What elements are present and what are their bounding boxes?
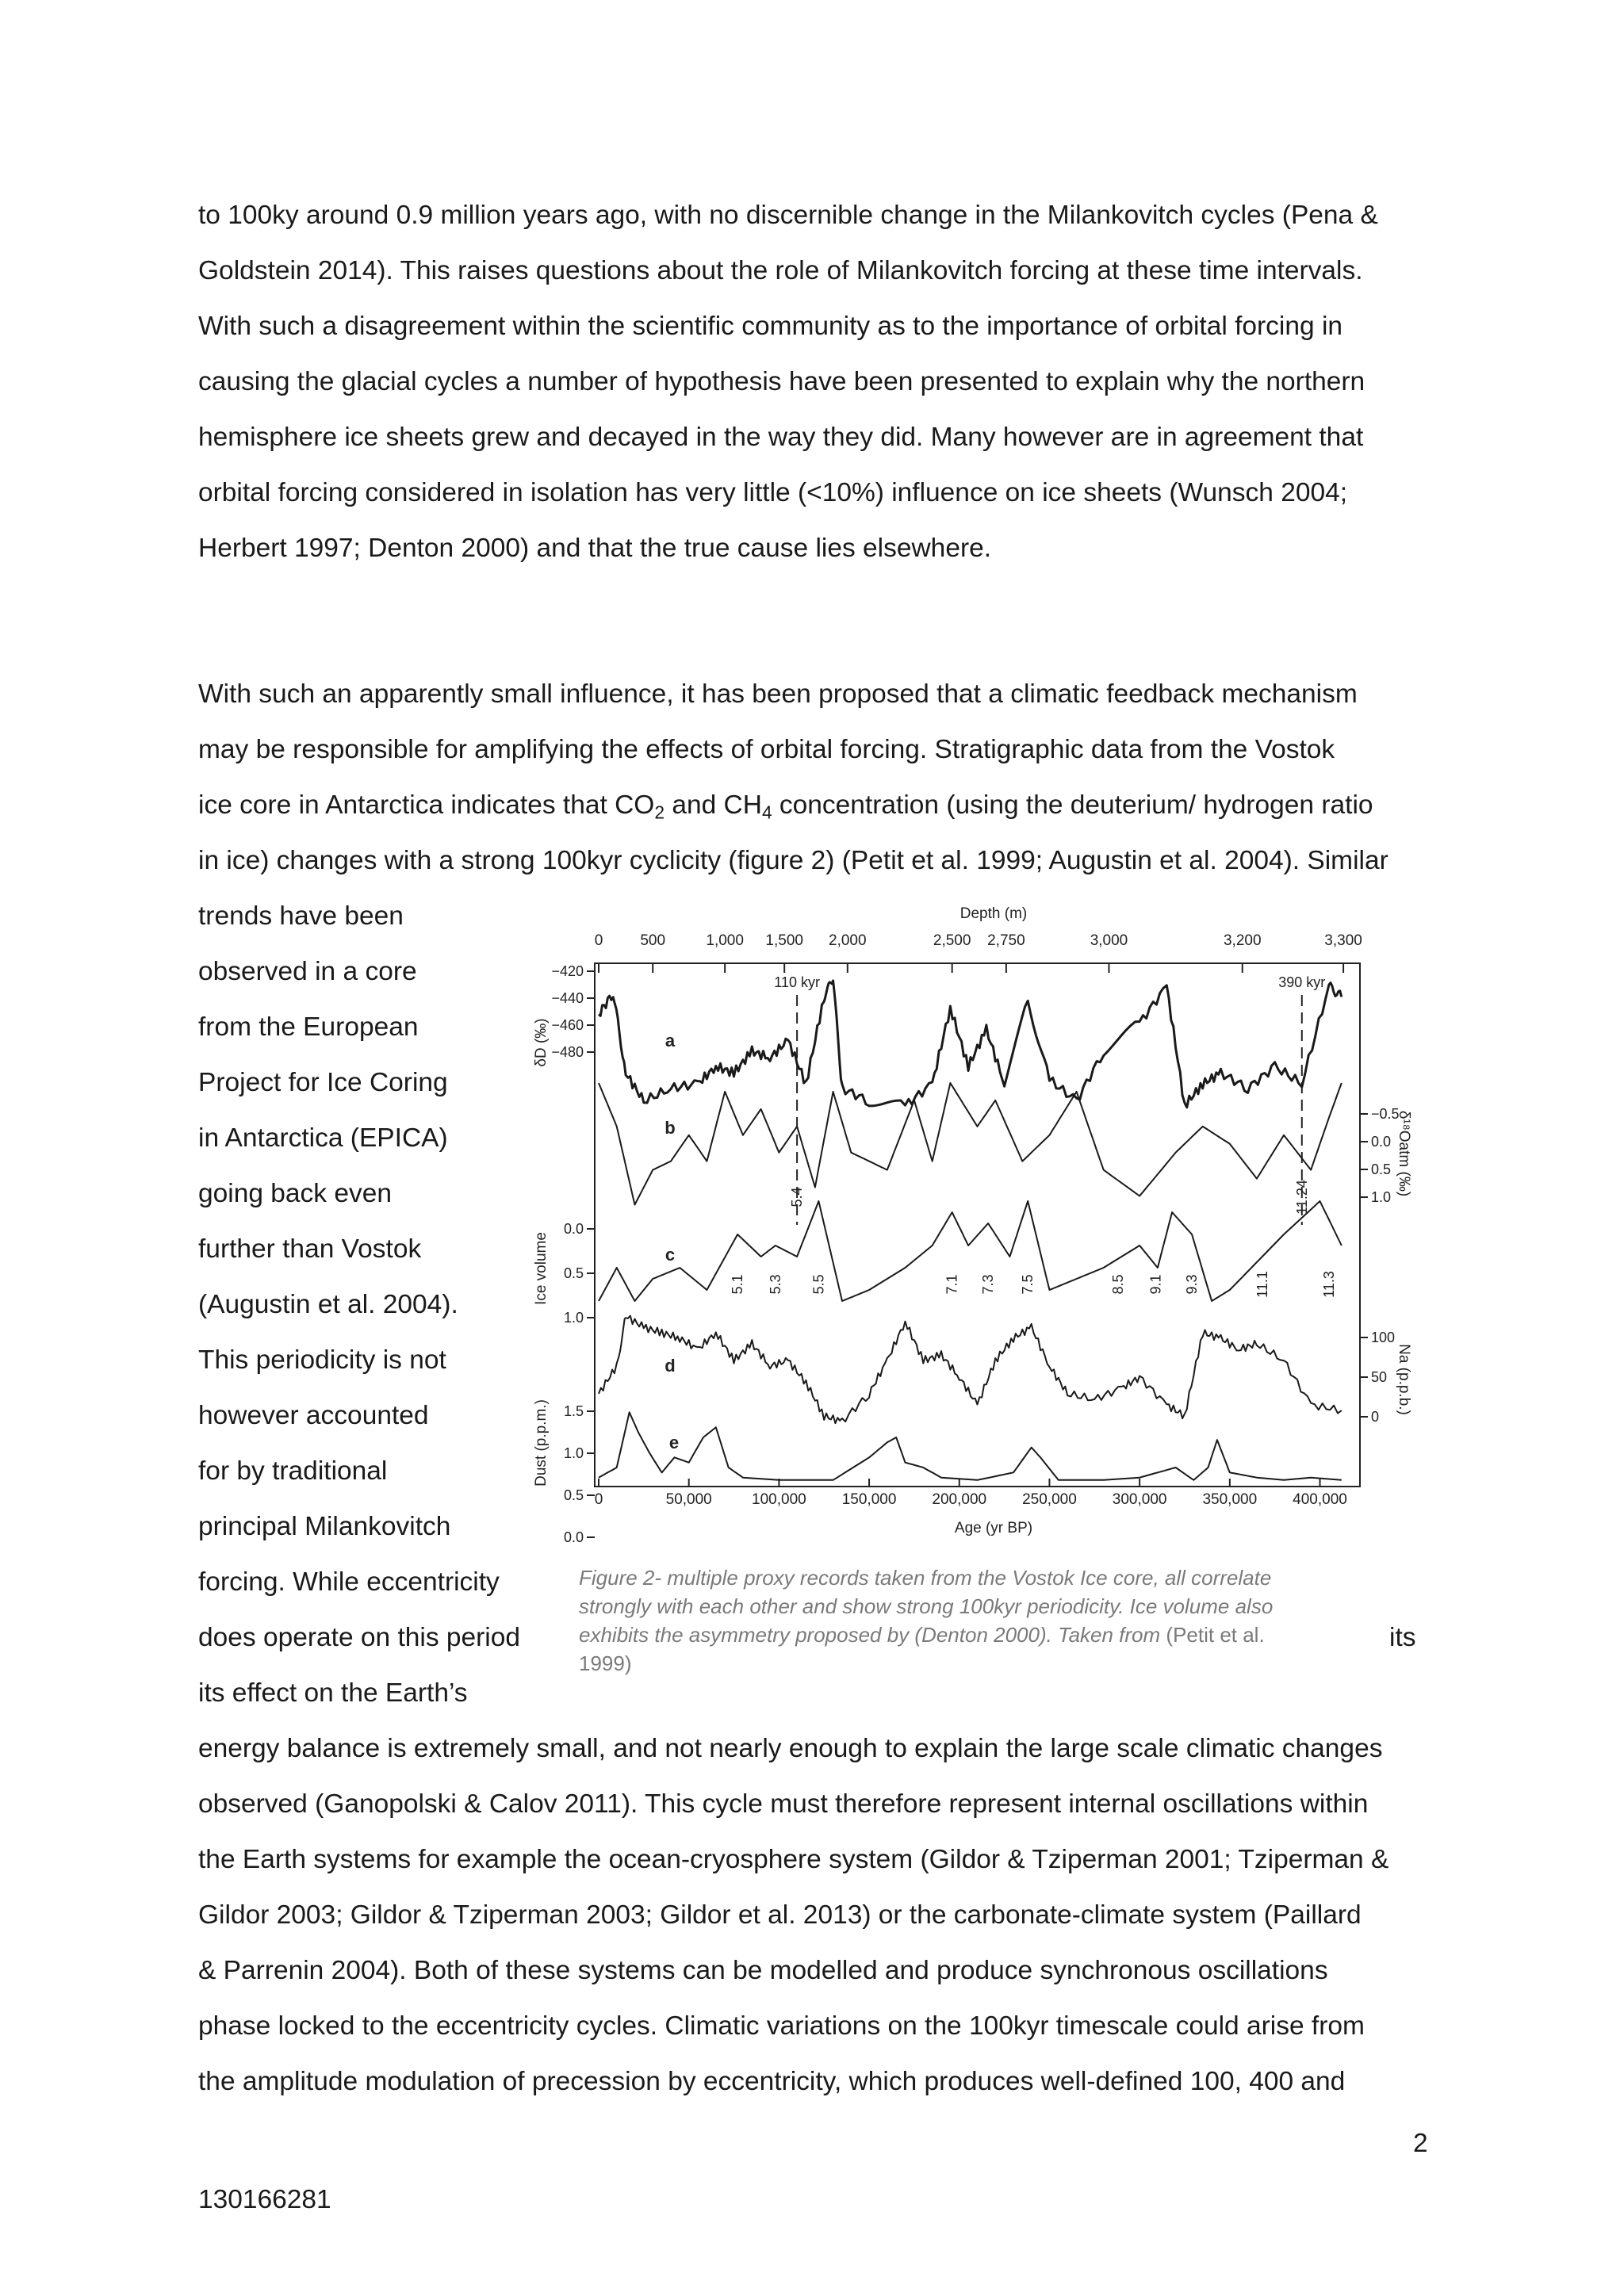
top-axis-tick-label: 0	[594, 932, 603, 949]
y-axis-title: δ¹⁸Oatm (‰)	[1396, 1110, 1412, 1197]
chart-labels	[533, 905, 1412, 1545]
series-b-label: b	[665, 1118, 676, 1138]
y-axis-tick-label: 0.0	[563, 1529, 584, 1545]
series-a-line	[599, 981, 1342, 1108]
text-line: its	[1389, 1623, 1416, 1652]
stage-label: 7.3	[980, 1274, 997, 1295]
series-d-label: d	[665, 1356, 676, 1376]
chart-series	[599, 981, 1342, 1480]
text-line: Goldstein 2014). This raises questions about the role of Milankovitch forcing at these time intervals.	[198, 256, 1363, 285]
text-line: in ice) changes with a strong 100kyr cyclicity (figure 2) (Petit et al. 1999; Augustin et al. 2004). Similar	[198, 846, 1388, 875]
text-line: orbital forcing considered in isolation has very little (<10%) influence on ice sheets (Wunsch 2004;	[198, 478, 1348, 507]
figure-2-chart	[523, 896, 1419, 1546]
text-line: in Antarctica (EPICA)	[198, 1123, 448, 1153]
stage-label: 7.1	[944, 1274, 960, 1295]
series-d-line	[599, 1316, 1342, 1424]
text-line: & Parrenin 2004). Both of these systems can be modelled and produce synchronous oscillations	[198, 1956, 1328, 1985]
text-line: This periodicity is not	[198, 1345, 446, 1375]
y-axis-tick-label: 50	[1371, 1369, 1388, 1385]
y-axis-title: Ice volume	[533, 1232, 550, 1305]
y-axis-tick-label: 0.5	[563, 1487, 584, 1503]
y-axis-tick-label: −460	[551, 1017, 584, 1033]
y-axis-tick-label: 1.5	[563, 1403, 584, 1419]
text-line: forcing. While eccentricity	[198, 1567, 500, 1597]
caption-reference: (Petit et al.	[1166, 1623, 1265, 1647]
y-axis-tick-label: 0.5	[1371, 1161, 1392, 1177]
vostok-proxy-chart	[523, 896, 1419, 1546]
text-line: from the European	[198, 1012, 419, 1042]
text-line: causing the glacial cycles a number of hypothesis have been presented to explain why the northern	[198, 367, 1365, 396]
top-axis-title: Depth (m)	[959, 905, 1028, 922]
top-axis-tick-label: 1,000	[706, 932, 744, 949]
text-line: (Augustin et al. 2004).	[198, 1290, 458, 1319]
text-line: further than Vostok	[198, 1234, 422, 1264]
caption-line: exhibits the asymmetry proposed by (Denton 2000). Taken from (Petit et al.	[579, 1623, 1265, 1647]
stage-label: 11.3	[1320, 1271, 1337, 1298]
marker-label: 390 kyr	[1278, 974, 1326, 990]
x-axis-tick-label: 350,000	[1202, 1491, 1258, 1508]
stage-label: 7.5	[1020, 1274, 1036, 1295]
text-line: phase locked to the eccentricity cycles. Climatic variations on the 100kyr timescale could arise from	[198, 2011, 1365, 2041]
top-axis-tick-label: 2,500	[933, 932, 971, 949]
y-axis-tick-label: 0.0	[1371, 1134, 1392, 1150]
stage-label: 5.4	[789, 1187, 806, 1207]
text-line: With such an apparently small influence, it has been proposed that a climatic feedback mechanism	[198, 679, 1358, 709]
x-axis-tick-label: 300,000	[1112, 1491, 1167, 1508]
stage-label: 8.5	[1109, 1274, 1126, 1295]
stage-label: 11.24	[1293, 1180, 1310, 1215]
text-line: Project for Ice Coring	[198, 1068, 448, 1097]
y-axis-tick-label: 1.0	[1371, 1189, 1392, 1205]
x-axis-tick-label: 250,000	[1022, 1491, 1077, 1508]
y-axis-tick-label: −480	[551, 1044, 584, 1060]
text-line: does operate on this period	[198, 1623, 521, 1652]
text-line: observed (Ganopolski & Calov 2011). This cycle must therefore represent internal oscillations within	[198, 1789, 1369, 1819]
y-axis-tick-label: −0.5	[1371, 1106, 1400, 1122]
x-axis-tick-label: 400,000	[1293, 1491, 1347, 1508]
text-line: Gildor 2003; Gildor & Tziperman 2003; Gildor et al. 2013) or the carbonate-climate system (Paillard	[198, 1900, 1362, 1930]
stage-label: 5.5	[810, 1274, 827, 1295]
y-axis-tick-label: 1.0	[563, 1445, 584, 1461]
top-axis-tick-label: 1,500	[765, 932, 803, 949]
text-line: observed in a core	[198, 957, 417, 986]
text-line: may be responsible for amplifying the effects of orbital forcing. Stratigraphic data from the Vostok	[198, 735, 1335, 764]
x-axis-tick-label: 0	[594, 1491, 603, 1508]
y-axis-tick-label: −440	[551, 990, 584, 1006]
y-axis-tick-label: −420	[551, 963, 584, 979]
series-e-label: e	[668, 1433, 680, 1452]
stage-label: 9.3	[1184, 1274, 1201, 1295]
series-e-line	[599, 1412, 1342, 1480]
top-axis-tick-label: 3,200	[1223, 932, 1262, 949]
stage-label: 9.1	[1147, 1274, 1164, 1295]
plot-border	[595, 963, 1360, 1487]
top-axis-tick-label: 500	[640, 932, 666, 949]
text-line: ice core in Antarctica indicates that $CO_2$ and $CH_4$ concentration (using the deuterium/ hydrogen ratio	[198, 790, 1373, 823]
y-axis-tick-label: 0.5	[563, 1265, 584, 1281]
caption-line: Figure 2- multiple proxy records taken from the Vostok Ice core, all correlate	[579, 1566, 1272, 1590]
text-line: to 100ky around 0.9 million years ago, with no discernible change in the Milankovitch cycles (Pena &	[198, 201, 1378, 230]
page-number: 2	[1413, 2129, 1428, 2158]
x-axis-title: Age (yr BP)	[954, 1520, 1033, 1536]
text-line: trends have been	[198, 901, 404, 931]
chart-frame	[587, 963, 1368, 1537]
x-axis-tick-label: 150,000	[841, 1491, 897, 1508]
series-c-label: c	[665, 1245, 676, 1265]
marker-label: 110 kyr	[774, 974, 820, 990]
text-line: the Earth systems for example the ocean-cryosphere system (Gildor & Tziperman 2001; Tziperman &	[198, 1845, 1389, 1874]
series-b-line	[599, 1083, 1342, 1205]
text-line: hemisphere ice sheets grew and decayed in the way they did. Many however are in agreement that	[198, 423, 1364, 452]
student-id: 130166281	[198, 2185, 331, 2214]
y-axis-title: δD (‰)	[533, 1018, 550, 1067]
text-line: the amplitude modulation of precession by eccentricity, which produces well-defined 100, 400 and	[198, 2067, 1346, 2096]
caption-line: 1999)	[579, 1651, 632, 1675]
y-axis-title: Dust (p.p.m.)	[533, 1399, 550, 1487]
series-a-label: a	[665, 1031, 676, 1050]
text-line: for by traditional	[198, 1456, 388, 1486]
y-axis-tick-label: 0	[1371, 1409, 1380, 1425]
stage-label: 11.1	[1254, 1271, 1270, 1298]
text-line: going back even	[198, 1179, 392, 1208]
caption-line: strongly with each other and show strong 100kyr periodicity. Ice volume also	[579, 1594, 1274, 1618]
top-axis-tick-label: 3,300	[1324, 932, 1362, 949]
top-axis-tick-label: 2,000	[829, 932, 867, 949]
y-axis-tick-label: 100	[1371, 1330, 1396, 1345]
x-axis-tick-label: 200,000	[932, 1491, 987, 1508]
text-line: its effect on the Earth’s	[198, 1678, 468, 1708]
y-axis-title: Na (p.p.b.)	[1396, 1344, 1412, 1415]
y-axis-tick-label: 0.0	[563, 1221, 584, 1237]
top-axis-tick-label: 3,000	[1090, 932, 1128, 949]
series-c-line	[599, 1201, 1342, 1301]
stage-label: 5.3	[767, 1274, 783, 1295]
text-line: principal Milankovitch	[198, 1512, 451, 1541]
text-line: Herbert 1997; Denton 2000) and that the true cause lies elsewhere.	[198, 534, 992, 563]
y-axis-tick-label: 1.0	[563, 1310, 584, 1326]
top-axis-tick-label: 2,750	[987, 932, 1025, 949]
x-axis-tick-label: 50,000	[665, 1491, 712, 1508]
text-line: energy balance is extremely small, and not nearly enough to explain the large scale climatic changes	[198, 1734, 1383, 1763]
x-axis-tick-label: 100,000	[752, 1491, 806, 1508]
text-line: With such a disagreement within the scientific community as to the importance of orbital forcing in	[198, 312, 1343, 341]
stage-label: 5.1	[730, 1274, 746, 1295]
text-line: however accounted	[198, 1401, 429, 1430]
